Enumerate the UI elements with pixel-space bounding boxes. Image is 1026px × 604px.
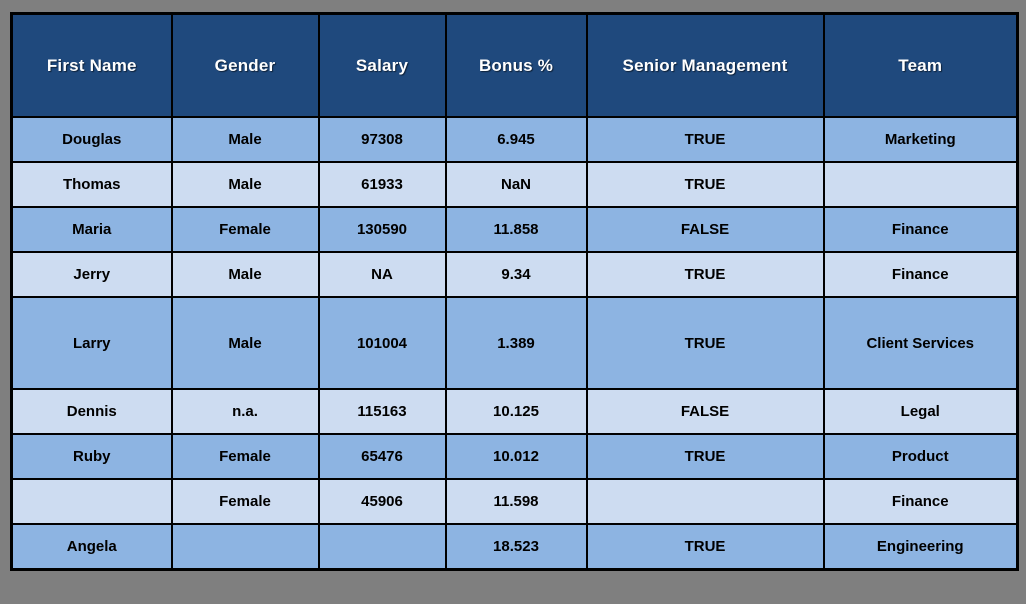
table-cell: 11.598 [446, 479, 587, 524]
table-row [12, 434, 1018, 479]
table-cell [12, 479, 172, 524]
table-row [12, 207, 1018, 252]
table-cell: n.a. [172, 389, 319, 434]
table-cell: Jerry [12, 252, 172, 297]
table-cell [824, 162, 1018, 207]
table-cell: NaN [446, 162, 587, 207]
table-cell: 11.858 [446, 207, 587, 252]
table-cell: Ruby [12, 434, 172, 479]
table-cell: Dennis [12, 389, 172, 434]
table-cell: 45906 [319, 479, 446, 524]
table-cell: TRUE [587, 162, 824, 207]
column-header-senior-management: Senior Management [587, 14, 824, 118]
table-cell: 97308 [319, 117, 446, 162]
table-cell: Douglas [12, 117, 172, 162]
table-cell: Maria [12, 207, 172, 252]
table-cell: Male [172, 252, 319, 297]
table-cell: Angela [12, 524, 172, 569]
table-cell: Finance [824, 252, 1018, 297]
table-cell [587, 479, 824, 524]
column-header-salary: Salary [319, 14, 446, 118]
table-cell: Male [172, 297, 319, 389]
table-row [12, 252, 1018, 297]
table-cell [319, 524, 446, 569]
table-cell: Finance [824, 479, 1018, 524]
table-cell: TRUE [587, 434, 824, 479]
table-cell: 6.945 [446, 117, 587, 162]
table-cell: Larry [12, 297, 172, 389]
table-row [12, 479, 1018, 524]
table-cell: FALSE [587, 389, 824, 434]
column-header-first-name: First Name [12, 14, 172, 118]
table-cell: NA [319, 252, 446, 297]
table-frame [10, 12, 1019, 571]
table-row [12, 117, 1018, 162]
table-cell: 65476 [319, 434, 446, 479]
column-header-gender: Gender [172, 14, 319, 118]
table-cell: TRUE [587, 524, 824, 569]
table-cell: FALSE [587, 207, 824, 252]
table-row [12, 524, 1018, 569]
table-cell: Legal [824, 389, 1018, 434]
table-cell: 130590 [319, 207, 446, 252]
table-cell: 61933 [319, 162, 446, 207]
header-row [12, 14, 1018, 118]
table-cell: Engineering [824, 524, 1018, 569]
table-cell: 10.125 [446, 389, 587, 434]
column-header-team: Team [824, 14, 1018, 118]
table-cell: 10.012 [446, 434, 587, 479]
table-cell: Product [824, 434, 1018, 479]
table-cell: Female [172, 479, 319, 524]
table-cell: Female [172, 207, 319, 252]
table-cell: Client Services [824, 297, 1018, 389]
table-cell: 115163 [319, 389, 446, 434]
table-row [12, 297, 1018, 389]
table-cell: TRUE [587, 252, 824, 297]
data-table [10, 12, 1019, 571]
table-cell: Male [172, 117, 319, 162]
table-cell: Male [172, 162, 319, 207]
table-cell: 9.34 [446, 252, 587, 297]
table-cell: 101004 [319, 297, 446, 389]
table-cell: Finance [824, 207, 1018, 252]
table-cell: Thomas [12, 162, 172, 207]
table-cell: TRUE [587, 297, 824, 389]
table-cell [172, 524, 319, 569]
table-cell: 1.389 [446, 297, 587, 389]
table-cell: 18.523 [446, 524, 587, 569]
table-cell: Marketing [824, 117, 1018, 162]
table-cell: TRUE [587, 117, 824, 162]
table-row [12, 389, 1018, 434]
table-cell: Female [172, 434, 319, 479]
table-row [12, 162, 1018, 207]
column-header-bonus: Bonus % [446, 14, 587, 118]
